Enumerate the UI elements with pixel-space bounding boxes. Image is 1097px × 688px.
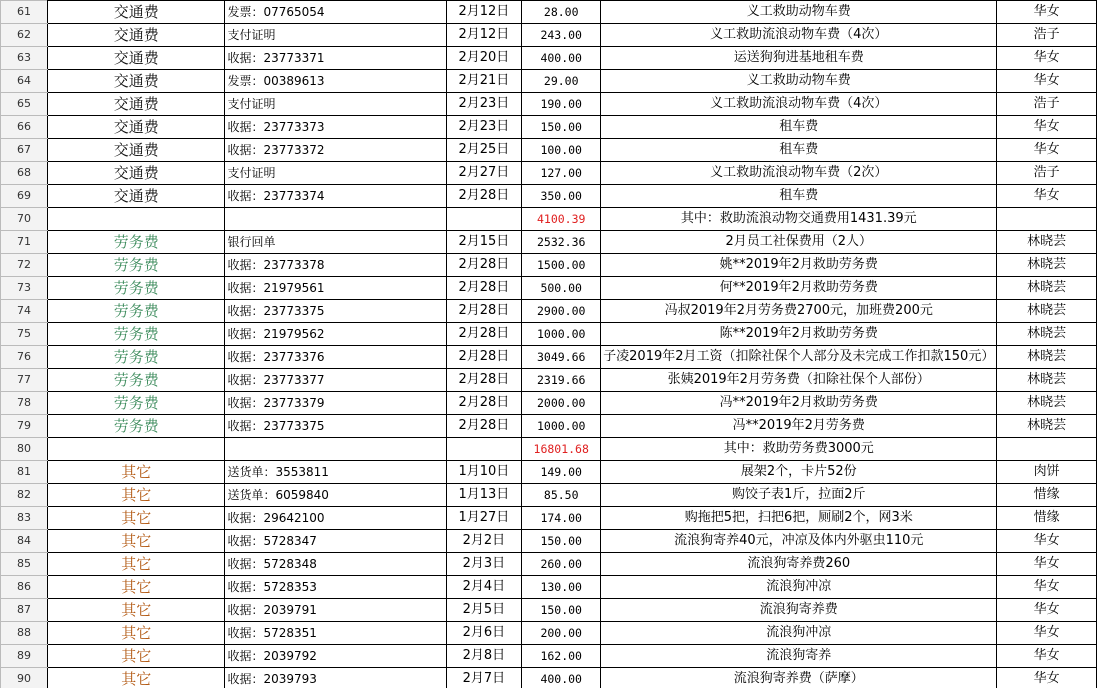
description-cell[interactable]: 租车费 [601,116,997,139]
document-cell[interactable]: 收据：23773379 [225,392,446,415]
document-cell[interactable]: 收据：29642100 [225,507,446,530]
category-cell[interactable] [48,208,225,231]
amount-cell[interactable]: 130.00 [522,576,601,599]
date-cell[interactable]: 2月28日 [446,415,522,438]
category-cell[interactable]: 其它 [48,599,225,622]
row-number-cell[interactable]: 61 [1,1,48,24]
date-cell[interactable]: 2月27日 [446,162,522,185]
document-cell[interactable]: 收据：23773375 [225,415,446,438]
category-cell[interactable]: 劳务费 [48,392,225,415]
date-cell[interactable]: 2月6日 [446,622,522,645]
amount-cell[interactable]: 127.00 [522,162,601,185]
amount-cell[interactable]: 3049.66 [522,346,601,369]
row-number-cell[interactable]: 70 [1,208,48,231]
row-number-cell[interactable]: 78 [1,392,48,415]
amount-cell[interactable]: 200.00 [522,622,601,645]
date-cell[interactable]: 2月28日 [446,185,522,208]
date-cell[interactable]: 2月12日 [446,24,522,47]
handler-cell[interactable]: 林晓芸 [997,300,1097,323]
date-cell[interactable]: 2月21日 [446,70,522,93]
date-cell[interactable]: 1月10日 [446,461,522,484]
table-row[interactable] [1,185,1097,208]
document-cell[interactable]: 送货单：3553811 [225,461,446,484]
amount-cell[interactable]: 2319.66 [522,369,601,392]
amount-cell[interactable]: 4100.39 [522,208,601,231]
table-body [1,1,1097,688]
table-row[interactable] [1,24,1097,47]
row-number-cell[interactable]: 65 [1,93,48,116]
description-cell[interactable]: 购饺子表1斤，拉面2斤 [601,484,997,507]
row-number-cell[interactable]: 75 [1,323,48,346]
amount-cell[interactable]: 162.00 [522,645,601,668]
description-cell[interactable]: 购拖把5把，扫把6把，厕刷2个，网3米 [601,507,997,530]
date-cell[interactable]: 2月28日 [446,369,522,392]
date-cell[interactable]: 2月25日 [446,139,522,162]
handler-cell[interactable]: 浩子 [997,162,1097,185]
row-number-cell[interactable]: 84 [1,530,48,553]
table-row[interactable] [1,208,1097,231]
document-cell[interactable]: 收据：23773373 [225,116,446,139]
description-cell[interactable]: 展架2个，卡片52份 [601,461,997,484]
category-cell[interactable]: 其它 [48,553,225,576]
table-row[interactable] [1,530,1097,553]
amount-cell[interactable]: 350.00 [522,185,601,208]
row-number-cell[interactable]: 82 [1,484,48,507]
description-cell[interactable]: 流浪狗寄养费（萨摩） [601,668,997,688]
description-cell[interactable]: 其中：救助流浪动物交通费用1431.39元 [601,208,997,231]
row-number-cell[interactable]: 68 [1,162,48,185]
category-cell[interactable]: 其它 [48,622,225,645]
row-number-cell[interactable]: 90 [1,668,48,688]
row-number-cell[interactable]: 89 [1,645,48,668]
row-number-cell[interactable]: 76 [1,346,48,369]
amount-cell[interactable]: 16801.68 [522,438,601,461]
table-row[interactable] [1,70,1097,93]
date-cell[interactable] [446,438,522,461]
document-cell[interactable]: 收据：23773372 [225,139,446,162]
handler-cell[interactable] [997,438,1097,461]
description-cell[interactable]: 义工救助动物车费 [601,1,997,24]
document-cell[interactable]: 收据：21979562 [225,323,446,346]
handler-cell[interactable]: 华女 [997,645,1097,668]
table-row[interactable] [1,622,1097,645]
document-cell[interactable]: 银行回单 [225,231,446,254]
handler-cell[interactable]: 华女 [997,70,1097,93]
handler-cell[interactable] [997,208,1097,231]
handler-cell[interactable]: 浩子 [997,24,1097,47]
table-row[interactable] [1,254,1097,277]
handler-cell[interactable]: 华女 [997,139,1097,162]
handler-cell[interactable]: 华女 [997,116,1097,139]
handler-cell[interactable]: 林晓芸 [997,231,1097,254]
description-cell[interactable]: 租车费 [601,185,997,208]
category-cell[interactable]: 劳务费 [48,277,225,300]
description-cell[interactable]: 流浪狗寄养 [601,645,997,668]
date-cell[interactable]: 2月3日 [446,553,522,576]
category-cell[interactable]: 交通费 [48,162,225,185]
document-cell[interactable]: 支付证明 [225,93,446,116]
category-cell[interactable]: 劳务费 [48,415,225,438]
category-cell[interactable]: 交通费 [48,93,225,116]
description-cell[interactable]: 张姨2019年2月劳务费（扣除社保个人部份） [601,369,997,392]
date-cell[interactable] [446,208,522,231]
row-number-cell[interactable]: 66 [1,116,48,139]
description-cell[interactable]: 流浪狗寄养40元，冲凉及体内外驱虫110元 [601,530,997,553]
description-cell[interactable]: 流浪狗寄养费260 [601,553,997,576]
document-cell[interactable]: 收据：23773376 [225,346,446,369]
category-cell[interactable]: 其它 [48,507,225,530]
date-cell[interactable]: 2月12日 [446,1,522,24]
table-row[interactable] [1,438,1097,461]
amount-cell[interactable]: 150.00 [522,116,601,139]
category-cell[interactable]: 其它 [48,576,225,599]
table-row[interactable] [1,323,1097,346]
document-cell[interactable]: 收据：5728347 [225,530,446,553]
row-number-cell[interactable]: 62 [1,24,48,47]
date-cell[interactable]: 2月2日 [446,530,522,553]
date-cell[interactable]: 2月28日 [446,392,522,415]
handler-cell[interactable]: 林晓芸 [997,254,1097,277]
row-number-cell[interactable]: 73 [1,277,48,300]
date-cell[interactable]: 2月23日 [446,116,522,139]
handler-cell[interactable]: 肉饼 [997,461,1097,484]
handler-cell[interactable]: 林晓芸 [997,346,1097,369]
date-cell[interactable]: 2月7日 [446,668,522,688]
category-cell[interactable]: 其它 [48,530,225,553]
description-cell[interactable]: 冯**2019年2月救助劳务费 [601,392,997,415]
table-row[interactable] [1,668,1097,688]
category-cell[interactable]: 劳务费 [48,369,225,392]
description-cell[interactable]: 其中：救助劳务费3000元 [601,438,997,461]
row-number-cell[interactable]: 79 [1,415,48,438]
row-number-cell[interactable]: 83 [1,507,48,530]
description-cell[interactable]: 冯叔2019年2月劳务费2700元，加班费200元 [601,300,997,323]
table-row[interactable] [1,139,1097,162]
amount-cell[interactable]: 150.00 [522,599,601,622]
amount-cell[interactable]: 100.00 [522,139,601,162]
row-number-cell[interactable]: 88 [1,622,48,645]
amount-cell[interactable]: 2900.00 [522,300,601,323]
description-cell[interactable]: 义工救助动物车费 [601,70,997,93]
description-cell[interactable]: 义工救助流浪动物车费（2次） [601,162,997,185]
category-cell[interactable]: 交通费 [48,1,225,24]
description-cell[interactable]: 冯**2019年2月劳务费 [601,415,997,438]
document-cell[interactable]: 收据：23773371 [225,47,446,70]
category-cell[interactable]: 其它 [48,484,225,507]
date-cell[interactable]: 2月4日 [446,576,522,599]
table-row[interactable] [1,484,1097,507]
document-cell[interactable] [225,208,446,231]
handler-cell[interactable]: 华女 [997,576,1097,599]
date-cell[interactable]: 2月23日 [446,93,522,116]
date-cell[interactable]: 2月28日 [446,277,522,300]
document-cell[interactable]: 发票：00389613 [225,70,446,93]
document-cell[interactable]: 收据：5728348 [225,553,446,576]
description-cell[interactable]: 2月员工社保费用（2人） [601,231,997,254]
amount-cell[interactable]: 1500.00 [522,254,601,277]
table-row[interactable] [1,461,1097,484]
row-number-cell[interactable]: 80 [1,438,48,461]
row-number-cell[interactable]: 74 [1,300,48,323]
description-cell[interactable]: 义工救助流浪动物车费（4次） [601,24,997,47]
table-row[interactable] [1,369,1097,392]
date-cell[interactable]: 2月28日 [446,323,522,346]
amount-cell[interactable]: 500.00 [522,277,601,300]
handler-cell[interactable]: 华女 [997,599,1097,622]
category-cell[interactable]: 交通费 [48,24,225,47]
document-cell[interactable] [225,438,446,461]
description-cell[interactable]: 子凌2019年2月工资（扣除社保个人部分及未完成工作扣款150元） [601,346,997,369]
amount-cell[interactable]: 2532.36 [522,231,601,254]
description-cell[interactable]: 流浪狗寄养费 [601,599,997,622]
amount-cell[interactable]: 400.00 [522,47,601,70]
table-row[interactable] [1,277,1097,300]
document-cell[interactable]: 收据：21979561 [225,277,446,300]
handler-cell[interactable]: 华女 [997,553,1097,576]
amount-cell[interactable]: 2000.00 [522,392,601,415]
document-cell[interactable]: 收据：2039792 [225,645,446,668]
table-row[interactable] [1,599,1097,622]
handler-cell[interactable]: 华女 [997,47,1097,70]
row-number-cell[interactable]: 86 [1,576,48,599]
document-cell[interactable]: 送货单：6059840 [225,484,446,507]
row-number-cell[interactable]: 77 [1,369,48,392]
amount-cell[interactable]: 1000.00 [522,323,601,346]
handler-cell[interactable]: 华女 [997,668,1097,688]
category-cell[interactable]: 劳务费 [48,323,225,346]
handler-cell[interactable]: 华女 [997,185,1097,208]
handler-cell[interactable]: 惜缘 [997,484,1097,507]
document-cell[interactable]: 支付证明 [225,162,446,185]
table-row[interactable] [1,162,1097,185]
date-cell[interactable]: 2月28日 [446,300,522,323]
amount-cell[interactable]: 400.00 [522,668,601,688]
category-cell[interactable]: 劳务费 [48,300,225,323]
date-cell[interactable]: 1月13日 [446,484,522,507]
handler-cell[interactable]: 华女 [997,1,1097,24]
category-cell[interactable]: 交通费 [48,70,225,93]
table-row[interactable] [1,93,1097,116]
table-row[interactable] [1,300,1097,323]
table-row[interactable] [1,1,1097,24]
handler-cell[interactable]: 林晓芸 [997,392,1097,415]
date-cell[interactable]: 2月28日 [446,346,522,369]
row-number-cell[interactable]: 71 [1,231,48,254]
amount-cell[interactable]: 1000.00 [522,415,601,438]
category-cell[interactable]: 交通费 [48,116,225,139]
handler-cell[interactable]: 林晓芸 [997,277,1097,300]
handler-cell[interactable]: 林晓芸 [997,415,1097,438]
category-cell[interactable]: 其它 [48,461,225,484]
category-cell[interactable]: 交通费 [48,185,225,208]
amount-cell[interactable]: 28.00 [522,1,601,24]
document-cell[interactable]: 收据：5728351 [225,622,446,645]
table-row[interactable] [1,553,1097,576]
table-row[interactable] [1,576,1097,599]
row-number-cell[interactable]: 67 [1,139,48,162]
amount-cell[interactable]: 243.00 [522,24,601,47]
description-cell[interactable]: 姚**2019年2月救助劳务费 [601,254,997,277]
table-row[interactable] [1,392,1097,415]
row-number-cell[interactable]: 81 [1,461,48,484]
document-cell[interactable]: 收据：2039793 [225,668,446,688]
row-number-cell[interactable]: 63 [1,47,48,70]
description-cell[interactable]: 流浪狗冲凉 [601,576,997,599]
amount-cell[interactable]: 29.00 [522,70,601,93]
document-cell[interactable]: 支付证明 [225,24,446,47]
description-cell[interactable]: 陈**2019年2月救助劳务费 [601,323,997,346]
amount-cell[interactable]: 174.00 [522,507,601,530]
category-cell[interactable]: 劳务费 [48,231,225,254]
row-number-cell[interactable]: 85 [1,553,48,576]
description-cell[interactable]: 流浪狗冲凉 [601,622,997,645]
date-cell[interactable]: 2月28日 [446,254,522,277]
date-cell[interactable]: 1月27日 [446,507,522,530]
document-cell[interactable]: 收据：23773375 [225,300,446,323]
handler-cell[interactable]: 浩子 [997,93,1097,116]
table-row[interactable] [1,116,1097,139]
amount-cell[interactable]: 149.00 [522,461,601,484]
document-cell[interactable]: 收据：2039791 [225,599,446,622]
handler-cell[interactable]: 林晓芸 [997,323,1097,346]
amount-cell[interactable]: 190.00 [522,93,601,116]
date-cell[interactable]: 2月8日 [446,645,522,668]
document-cell[interactable]: 收据：23773377 [225,369,446,392]
amount-cell[interactable]: 85.50 [522,484,601,507]
description-cell[interactable]: 义工救助流浪动物车费（4次） [601,93,997,116]
handler-cell[interactable]: 林晓芸 [997,369,1097,392]
category-cell[interactable]: 交通费 [48,139,225,162]
date-cell[interactable]: 2月20日 [446,47,522,70]
row-number-cell[interactable]: 64 [1,70,48,93]
handler-cell[interactable]: 惜缘 [997,507,1097,530]
document-cell[interactable]: 收据：23773374 [225,185,446,208]
category-cell[interactable]: 劳务费 [48,254,225,277]
table-row[interactable] [1,231,1097,254]
table-row[interactable] [1,645,1097,668]
table-row[interactable] [1,346,1097,369]
amount-cell[interactable]: 150.00 [522,530,601,553]
table-row[interactable] [1,507,1097,530]
description-cell[interactable]: 何**2019年2月救助劳务费 [601,277,997,300]
handler-cell[interactable]: 华女 [997,530,1097,553]
row-number-cell[interactable]: 69 [1,185,48,208]
document-cell[interactable]: 收据：5728353 [225,576,446,599]
table-row[interactable] [1,47,1097,70]
category-cell[interactable]: 其它 [48,668,225,688]
category-cell[interactable]: 交通费 [48,47,225,70]
handler-cell[interactable]: 华女 [997,622,1097,645]
date-cell[interactable]: 2月15日 [446,231,522,254]
category-cell[interactable]: 其它 [48,645,225,668]
date-cell[interactable]: 2月5日 [446,599,522,622]
document-cell[interactable]: 发票：07765054 [225,1,446,24]
document-cell[interactable]: 收据：23773378 [225,254,446,277]
description-cell[interactable]: 运送狗狗进基地租车费 [601,47,997,70]
category-cell[interactable] [48,438,225,461]
table-row[interactable] [1,415,1097,438]
description-cell[interactable]: 租车费 [601,139,997,162]
category-cell[interactable]: 劳务费 [48,346,225,369]
row-number-cell[interactable]: 72 [1,254,48,277]
amount-cell[interactable]: 260.00 [522,553,601,576]
row-number-cell[interactable]: 87 [1,599,48,622]
